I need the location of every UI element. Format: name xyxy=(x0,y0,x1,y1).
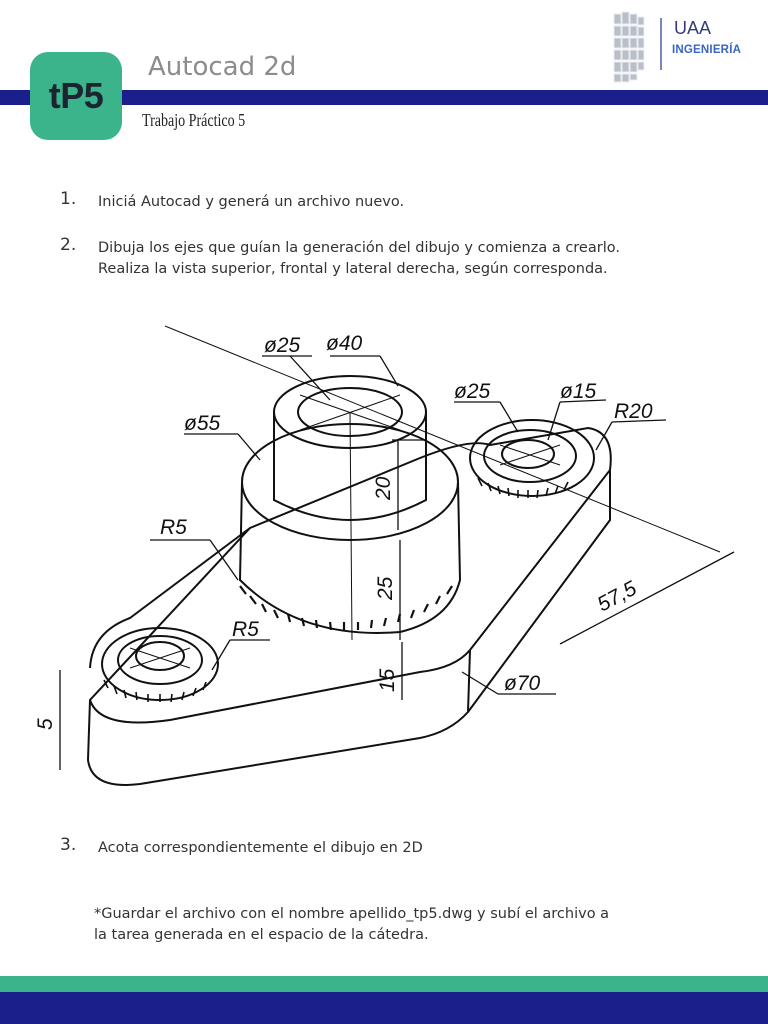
dim-15: 15 xyxy=(376,668,399,692)
dim-25: 25 xyxy=(374,576,397,600)
note-line: la tarea generada en el espacio de la cátedra. xyxy=(94,927,429,943)
isometric-part-drawing xyxy=(24,318,754,838)
dim-d70: ø70 xyxy=(504,672,541,695)
dim-d15: ø15 xyxy=(560,380,597,403)
step-text: Dibuja los ejes que guían la generación del dibujo y comienza a crearlo. xyxy=(98,240,620,256)
page-subtitle: Trabajo Práctico 5 xyxy=(142,110,246,130)
logo-name: UAA xyxy=(674,18,712,38)
dim-r20: R20 xyxy=(614,400,653,423)
dim-r5-hole: R5 xyxy=(232,618,259,641)
dim-5: 5 xyxy=(34,718,57,730)
dim-d25-right: ø25 xyxy=(454,380,491,403)
dim-d25-top: ø25 xyxy=(264,334,301,357)
dim-d40: ø40 xyxy=(326,332,363,355)
left-boss-hole xyxy=(136,642,184,670)
step-number: 2. xyxy=(60,235,77,255)
step-text: Realiza la vista superior, frontal y lateral derecha, según corresponda. xyxy=(98,261,608,277)
dim-r5-left: R5 xyxy=(160,516,187,539)
step-number: 1. xyxy=(60,189,77,209)
save-note xyxy=(94,904,694,946)
footer-band-navy xyxy=(0,992,768,1024)
logo-divider xyxy=(660,18,662,70)
page-title: Autocad 2d xyxy=(148,52,297,82)
dim-d55: ø55 xyxy=(184,412,221,435)
step-text: Acota correspondientemente el dibujo en 2D xyxy=(98,840,423,856)
tp-badge xyxy=(30,52,122,140)
lower-cylinder-body xyxy=(240,482,460,633)
logo-department: INGENIERÍA xyxy=(672,44,742,56)
footer-band-teal xyxy=(0,976,768,992)
left-boss-inner xyxy=(118,636,202,684)
dim-line-57-5 xyxy=(560,552,734,644)
dim-20: 20 xyxy=(372,476,395,500)
base-edge xyxy=(468,650,470,712)
dim-57-5: 57,5 xyxy=(593,576,641,617)
note-line: *Guardar el archivo con el nombre apellido_tp5.dwg y subí el archivo a xyxy=(94,906,610,922)
step-text: Iniciá Autocad y generá un archivo nuevo. xyxy=(98,194,405,210)
step-number: 3. xyxy=(60,835,77,855)
badge-label: tP5 xyxy=(48,75,104,116)
